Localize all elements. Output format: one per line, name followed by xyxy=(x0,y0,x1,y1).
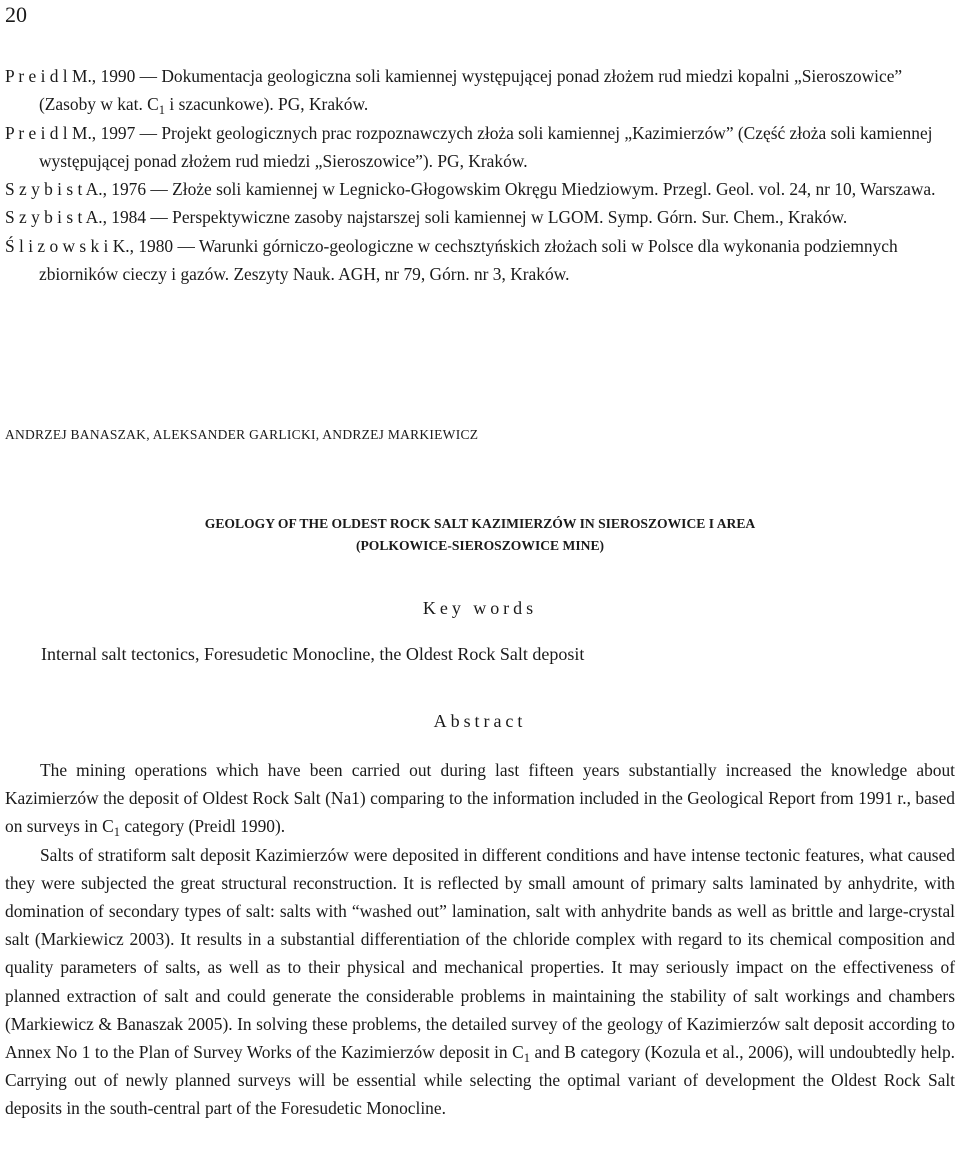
keywords-text: Internal salt tectonics, Foresudetic Monocline, the Oldest Rock Salt deposit xyxy=(41,644,585,664)
abstract-heading: Abstract xyxy=(433,711,527,731)
abstract-text: Salts of stratiform salt deposit Kazimierzów were deposited in different conditions and have intense tectonic features, what caused they were subjected the great structural reconstruction. It is reflected by small amount of primary salts laminated by anhydrite, with domination of secondary types of salt: salts with “washed out” lamination, salt with anhydrite bands as well as brittle and large-crystal salt (Markiewicz 2003). It results in a substantial differentiation of the chloride complex with regard to its chemical composition and quality parameters of salts, as well as to their physical and mechanical properties. It may seriously impact on the effectiveness of planned extraction of salt and could generate the considerable problems in maintaining the stability of salt workings and chambers (Markiewicz & Banaszak 2005). In solving these problems, the detailed survey of the geology of Kazimierzów salt deposit according to Annex No 1 to the Plan of Survey Works of the Kazimierzów deposit in C xyxy=(5,844,955,1063)
abstract-subscript: 1 xyxy=(113,825,120,840)
reference-item xyxy=(5,119,955,176)
reference-text: , 1976 — Złoże soli kamiennej w Legnicko-Głogowskim Okręgu Miedziowym. Przegl. Geol. vol. 24, nr 10, Warszawa. xyxy=(102,179,936,200)
article-authors: ANDRZEJ BANASZAK, ALEKSANDER GARLICKI, ANDRZEJ MARKIEWICZ xyxy=(5,427,479,442)
abstract-text-after: and B category (Kozula et al., 2006), will undoubtedly help. Carrying out of newly planned surveys will be essential while selecting the optimal variant of development the Oldest Rock Salt deposits in the south-central part of the Foresudetic Monocline. xyxy=(5,1042,955,1119)
abstract-subscript: 1 xyxy=(523,1050,530,1065)
reference-text: , 1980 — Warunki górniczo-geologiczne w cechsztyńskich złożach soli w Polsce dla wykonania podziemnych zbiorników cieczy i gazów. Zeszyty Nauk. AGH, nr 79, Górn. nr 3, Kraków. xyxy=(39,235,898,285)
abstract-body xyxy=(5,756,955,1123)
reference-text-after: i szacunkowe). PG, Kraków. xyxy=(165,94,369,115)
page-number: 20 xyxy=(5,2,27,27)
article-title xyxy=(0,513,960,557)
reference-author: S z y b i s t A. xyxy=(5,207,103,228)
article-title-line: GEOLOGY OF THE OLDEST ROCK SALT KAZIMIERZÓW IN SIEROSZOWICE I AREA xyxy=(204,516,756,531)
article-title-subline: (POLKOWICE-SIEROSZOWICE MINE) xyxy=(355,538,605,553)
reference-item xyxy=(5,62,955,119)
reference-text: , 1997 — Projekt geologicznych prac rozpoznawczych złoża soli kamiennej „Kazimierzów” (Część złoża soli kamiennej występującej ponad złożem rud miedzi „Sieroszowice”). PG, Kraków. xyxy=(39,122,933,171)
abstract-paragraph xyxy=(5,756,955,841)
keywords-heading: Key words xyxy=(422,598,538,618)
reference-item xyxy=(5,232,955,289)
abstract-text: The mining operations which have been carried out during last fifteen years substantially increased the knowledge about Kazimierzów the deposit of Oldest Rock Salt (Na1) comparing to the information included in the Geological Report from 1991 r., based on surveys in C xyxy=(5,760,955,837)
reference-item xyxy=(5,175,955,203)
references-list xyxy=(5,62,955,288)
reference-text: , 1990 — Dokumentacja geologiczna soli kamiennej występującej ponad złożem rud miedzi kopalni „Sieroszowice” (Zasoby w kat. C xyxy=(39,66,903,115)
reference-item xyxy=(5,203,955,231)
reference-author: S z y b i s t A. xyxy=(5,179,103,200)
reference-text: , 1984 — Perspektywiczne zasoby najstarszej soli kamiennej w LGOM. Symp. Górn. Sur. Chem., Kraków. xyxy=(102,207,848,228)
reference-author: P r e i d l M. xyxy=(5,122,92,143)
reference-subscript: 1 xyxy=(158,103,166,118)
reference-author: Ś l i z o w s k i K. xyxy=(5,235,130,256)
abstract-paragraph xyxy=(5,841,955,1123)
abstract-text-after: category (Preidl 1990). xyxy=(119,816,286,837)
reference-author: P r e i d l M. xyxy=(5,66,92,86)
